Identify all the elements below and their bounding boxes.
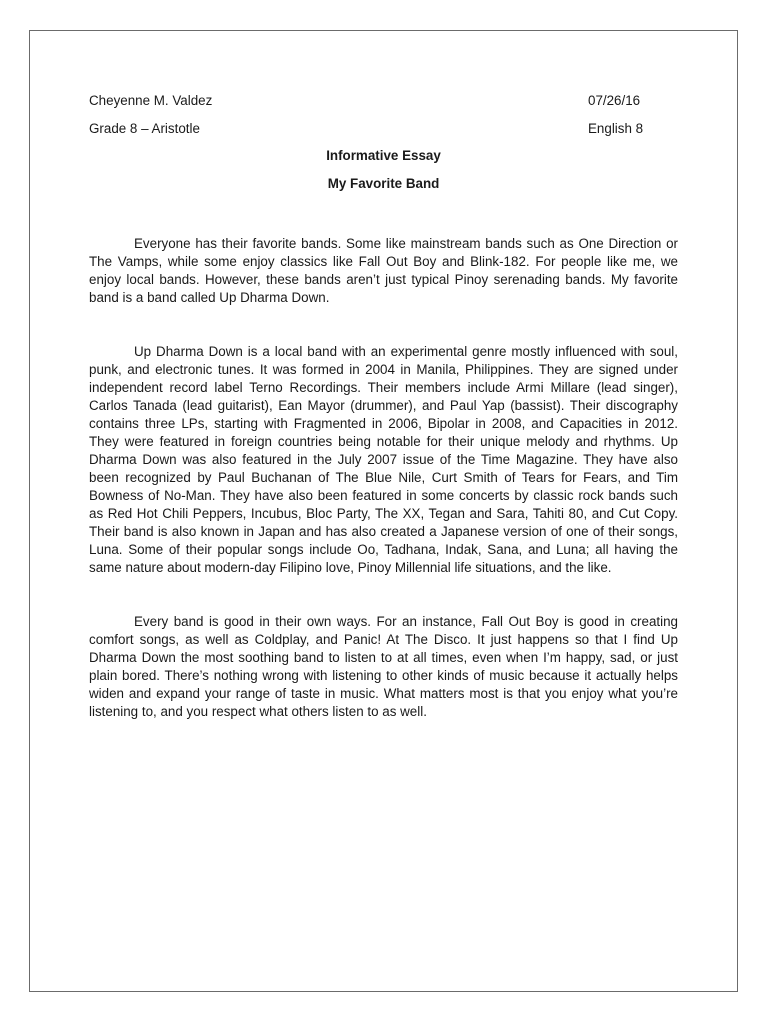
subject: English 8 [588,121,644,136]
essay-title: My Favorite Band [327,176,440,191]
essay-type-heading: Informative Essay [326,148,441,163]
header-row-2 [89,120,678,138]
essay-content [89,92,678,721]
essay-date: 07/26/16 [588,93,641,108]
paragraph-body: Up Dharma Down is a local band with an experimental genre mostly influenced with soul, punk, and electronic tunes. It was formed in 2004 in Manila, Philippines. They are signed under independent record label Terno Recordings. Their members include Armi Millare (lead singer), Carlos Tanada (lead guitarist), Ean Mayor (drummer), and Paul Yap (bassist). Their discography contains three LPs, starting with Fragmented in 2006, Bipolar in 2008, and Capacities in 2012. They were featured in foreign countries being notable for their unique melody and rhythms. Up Dharma Down was also featured in the July 2007 issue of the Time Magazine. They have also been recognized by Paul Buchanan of The Blue Nile, Curt Smith of Tears for Fears, and Tim Bowness of No-Man. They have also been featured in some concerts by classic rock bands such as Red Hot Chili Peppers, Incubus, Bloc Party, The XX, Tegan and Sara, Tahiti 80, and Cut Copy. Their band is also known in Japan and has also created a Japanese version of one of their songs, Luna. Some of their popular songs include Oo, Tadhana, Indak, Sana, and Luna; all having the same nature about modern-day Filipino love, Pinoy Millennial life situations, and the like. [89,344,678,575]
paragraph-intro: Everyone has their favorite bands. Some like mainstream bands such as One Direction or The Vamps, while some enjoy classics like Fall Out Boy and Blink-182. For people like me, we enjoy local bands. However, these bands aren’t just typical Pinoy serenading bands. My favorite band is a band called Up Dharma Down. [89,236,678,305]
header-row-1 [89,92,678,110]
grade-section: Grade 8 – Aristotle [89,121,200,136]
author-name: Cheyenne M. Valdez [89,93,213,108]
paragraph-conclusion: Every band is good in their own ways. For an instance, Fall Out Boy is good in creating comfort songs, as well as Coldplay, and Panic! At The Disco. It just happens so that I find Up Dharma Down the most soothing band to listen to at all times, even when I’m happy, sad, or just plain bored. There’s nothing wrong with listening to other kinds of music because it actually helps widen and expand your range of taste in music. What matters most is that you enjoy what you’re listening to, and you respect what others listen to as well. [89,614,678,719]
